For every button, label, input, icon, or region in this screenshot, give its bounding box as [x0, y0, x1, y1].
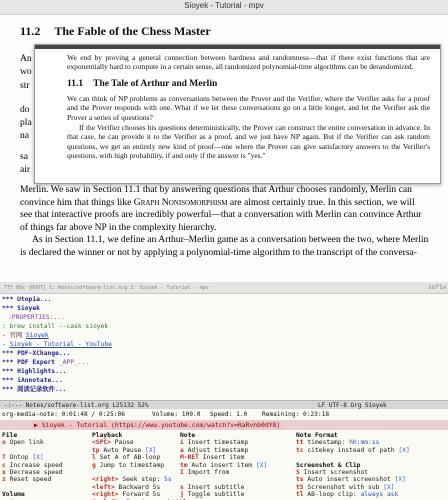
hydra-group-title [2, 491, 63, 498]
org-heading[interactable]: *** Highlights... [2, 368, 67, 375]
hydra-command[interactable] [2, 439, 63, 446]
hydra-key: S [296, 468, 300, 476]
mode-line [0, 400, 448, 409]
hydra-key: <SPC> [92, 439, 111, 447]
hydra-value: 5s [164, 476, 172, 484]
hydra-description: Insert subtitle [183, 483, 245, 491]
hydra-description: Import from [183, 468, 230, 476]
hydra-command[interactable] [296, 491, 410, 498]
hydra-group-title [296, 462, 410, 469]
mpv-titlebar[interactable] [0, 0, 448, 15]
media-position: org-media-note: 0:01:48 / 0:25:06 [2, 411, 125, 418]
hydra-command[interactable] [92, 439, 191, 446]
hydra-column [180, 432, 267, 500]
hydra-command[interactable] [180, 454, 267, 461]
hydra-key: g [92, 461, 96, 469]
hydra-spacer [2, 484, 63, 491]
hydra-description: Insert item [198, 454, 245, 462]
hydra-key: I [180, 468, 184, 476]
hydra-header-line [0, 420, 448, 430]
hydra-description: Decrease speed [5, 468, 63, 476]
hydra-command[interactable] [180, 491, 267, 498]
hydra-key: T [2, 454, 6, 462]
hydra-description: citekey instead of path [303, 446, 399, 454]
hydra-command[interactable] [180, 462, 267, 469]
hydra-key: x [2, 468, 6, 476]
hydra-description: Insert screenshot [299, 468, 369, 476]
hydra-command[interactable] [2, 469, 63, 476]
text-fragment: na [20, 130, 30, 141]
hydra-command[interactable] [296, 447, 410, 454]
hydra-value: [X] [32, 454, 44, 462]
hydra-key: tS [296, 483, 304, 491]
hydra-description: Jump to timestamp [95, 461, 165, 469]
hydra-command[interactable] [92, 462, 191, 469]
emacs-tab-bar[interactable] [0, 282, 448, 294]
hydra-column-title: Note [180, 432, 196, 439]
org-heading[interactable]: *** 阅读记录软件... [2, 386, 67, 393]
hydra-column-title: File [2, 432, 18, 439]
org-heading[interactable]: *** Sioyek [2, 305, 40, 312]
overlay-intro: We end by proving a general connection between hardness and randomness—that if there exist functions that are exponentially hard to compute in a certain sense, all randomized polynomial-time algorithms can be derandomized. [67, 53, 430, 72]
hydra-description: Volume [2, 491, 25, 499]
hydra-command[interactable] [296, 439, 410, 446]
hydra-description: Open link [5, 439, 44, 447]
hydra-value: hh:mm:ss [349, 439, 380, 447]
hydra-command[interactable] [92, 476, 191, 483]
list-item: - Sioyek - Tutorial - YouTube [2, 341, 112, 348]
hydra-description: Screenshot & Clip [296, 461, 361, 469]
hydra-key: tl [296, 491, 304, 499]
code-line: : brew install --cask sioyek [2, 323, 109, 330]
hydra-description: Adjust timestamp [183, 446, 249, 454]
overlay-section-heading: 11.1 The Tale of Arthur and Merlin [67, 78, 218, 89]
hydra-command[interactable] [180, 469, 267, 476]
org-heading[interactable]: *** PDF-XChange... [2, 350, 71, 357]
text-fragment: pla [20, 117, 32, 128]
hydra-key: tt [296, 439, 304, 447]
overlay-paragraph-2: If the Verifier chooses his questions deterministically, the Prover can construct the entire conversation in advance. In that case, he can provide it to the Verifier as a proof, and we just have NP again. But if the Verifier can ask random questions, we get an entirely new kind of proof—one where the Prover can give satisfactory answers to the Verifier's questions, with high probability, if and only if the answer is "yes." [67, 123, 430, 161]
hydra-description: Screenshot with sub [303, 483, 384, 491]
hydra-key: M-RET [180, 454, 199, 462]
hydra-command[interactable] [180, 439, 267, 446]
tab-bar-text: TTY 80x [ROOT] 1: Notes/software-list.org 2: Sioyek - Tutorial - mpv [4, 285, 209, 291]
hydra-description: Forward 5s [118, 491, 161, 499]
hydra-description: Auto Pause [99, 446, 146, 454]
hydra-command[interactable] [296, 484, 410, 491]
emacs-window [0, 282, 448, 500]
hydra-description: Reset speed [5, 476, 52, 484]
media-remaining: Remaining: 0:23:18 [262, 411, 330, 418]
hydra-spacer [296, 454, 410, 461]
hydra-key: tp [92, 446, 100, 454]
overlay-page-preview[interactable] [34, 44, 441, 184]
hydra-key: z [2, 476, 6, 484]
org-heading[interactable]: *** Utopia... [2, 296, 52, 303]
body-paragraph: Merlin. We saw in Section 11.1 that by answering questions that Arthur chooses randomly, Merlin can convince him that things like Graph Nonisomorphism are almost certainly true. In this section, we will see that interactive proofs are incredibly powerful—that a conversation with Merlin can convince Arthur of things far above NP in the complexity hierarchy. As in Section 11.1, we define an Arthur–Merlin game as a conversation between the two, where Merlin is declared the winner or not by applying a polynomial-time algorithm to the transcript of the conversa- [20, 184, 429, 258]
hydra-description: Insert timestamp [183, 439, 249, 447]
hydra-command[interactable] [180, 447, 267, 454]
hydra-command[interactable] [2, 462, 63, 469]
properties-drawer[interactable]: :PROPERTIES:... [8, 314, 65, 321]
list-item: - 官网 Sioyek [2, 332, 49, 339]
hydra-spacer [180, 476, 267, 483]
hydra-key: tc [296, 446, 304, 454]
hydra-description: Ontop [5, 454, 33, 462]
hydra-command[interactable] [296, 476, 410, 483]
hydra-key: a [180, 446, 184, 454]
hydra-value: [X] [394, 476, 406, 484]
hydra-value: [X] [398, 446, 410, 454]
section-title: The Fable of the Chess Master [54, 24, 211, 38]
media-volume: Volume: 100.0 [152, 411, 201, 418]
text-fragment: air [20, 164, 31, 175]
hydra-key: i [180, 439, 184, 447]
section-number: 11.2 [20, 24, 41, 38]
media-speed: Speed: 1.0 [210, 411, 248, 418]
hydra-command[interactable] [92, 491, 191, 498]
hydra-column-title: Playback [92, 432, 123, 439]
text-fragment: str [20, 80, 30, 91]
hydra-description: Increase speed [5, 461, 63, 469]
org-heading[interactable]: *** iAnnotate... [2, 377, 63, 384]
hydra-command[interactable] [92, 447, 191, 454]
now-playing-title: ▶ Sioyek - Tutorial (https://www.youtube.com/watch?v=RaRvnb0dY8) [34, 421, 281, 429]
hydra-key: tm [180, 461, 188, 469]
hydra-description: Set A of AB-loop [95, 454, 161, 462]
hydra-key: ts [296, 476, 304, 484]
hydra-description: Auto insert screenshot [303, 476, 395, 484]
hydra-command[interactable] [296, 469, 410, 476]
mode-line-buffer: -:--- Notes/software-list.org L25132 52% [4, 402, 149, 409]
section-heading [20, 24, 211, 39]
hydra-value: [X] [255, 461, 268, 469]
hydra-key: <left> [92, 483, 115, 491]
hydra-command[interactable] [2, 476, 63, 483]
hydra-description: Seek step: [118, 476, 165, 484]
hydra-column [92, 432, 191, 500]
hydra-key: <right> [92, 491, 119, 499]
hydra-key: o [2, 439, 6, 447]
hydra-description: Backward 5s [114, 483, 161, 491]
hydra-key: <right> [92, 476, 119, 484]
mode-line-modes: LF UTF-8 Org Sioyek [318, 402, 387, 409]
hydra-column-title: Note Format [296, 432, 338, 439]
org-link[interactable]: Sioyek [25, 332, 49, 339]
hydra-menu [0, 432, 448, 500]
org-heading[interactable]: *** PDF Expert _APP_... [2, 359, 90, 366]
hydra-command[interactable] [2, 454, 63, 461]
hydra-value: [X] [383, 483, 395, 491]
hydra-key: s [180, 483, 184, 491]
text-fragment: do [20, 104, 30, 115]
hydra-description: Auto insert item [187, 461, 256, 469]
text-fragment: wo [20, 66, 32, 77]
hydra-description: timestamp: [303, 439, 350, 447]
hydra-value: [X] [145, 446, 157, 454]
hydra-description: Pause [110, 439, 134, 447]
hydra-value: always ask [360, 491, 399, 499]
mpv-window-title: Sioyek - Tutorial - mpv [184, 1, 264, 10]
hydra-command[interactable] [92, 454, 191, 461]
hydra-column [2, 432, 63, 500]
hydra-description: Toggle subtitle [183, 491, 245, 499]
hydra-spacer [2, 447, 63, 454]
tab-bar-right: softw [427, 284, 446, 291]
hydra-key: c [2, 461, 6, 469]
hydra-column [296, 432, 410, 499]
overlay-paragraph-1: We can think of NP problems as conversations between the Prover and the Verifier, where the Verifier asks for a proof and the Prover responds with one. What if we let these conversations go on a little longer, and let the Verifier ask the Prover a series of questions? [67, 93, 430, 122]
org-link[interactable]: Sioyek - Tutorial - YouTube [9, 341, 112, 348]
hydra-description: AB-loop clip: [303, 491, 361, 499]
text-fragment: sa [20, 151, 28, 162]
hydra-key: j [180, 491, 184, 499]
hydra-key: l [92, 454, 96, 462]
text-fragment: An [20, 53, 32, 64]
media-status-line [0, 410, 448, 420]
